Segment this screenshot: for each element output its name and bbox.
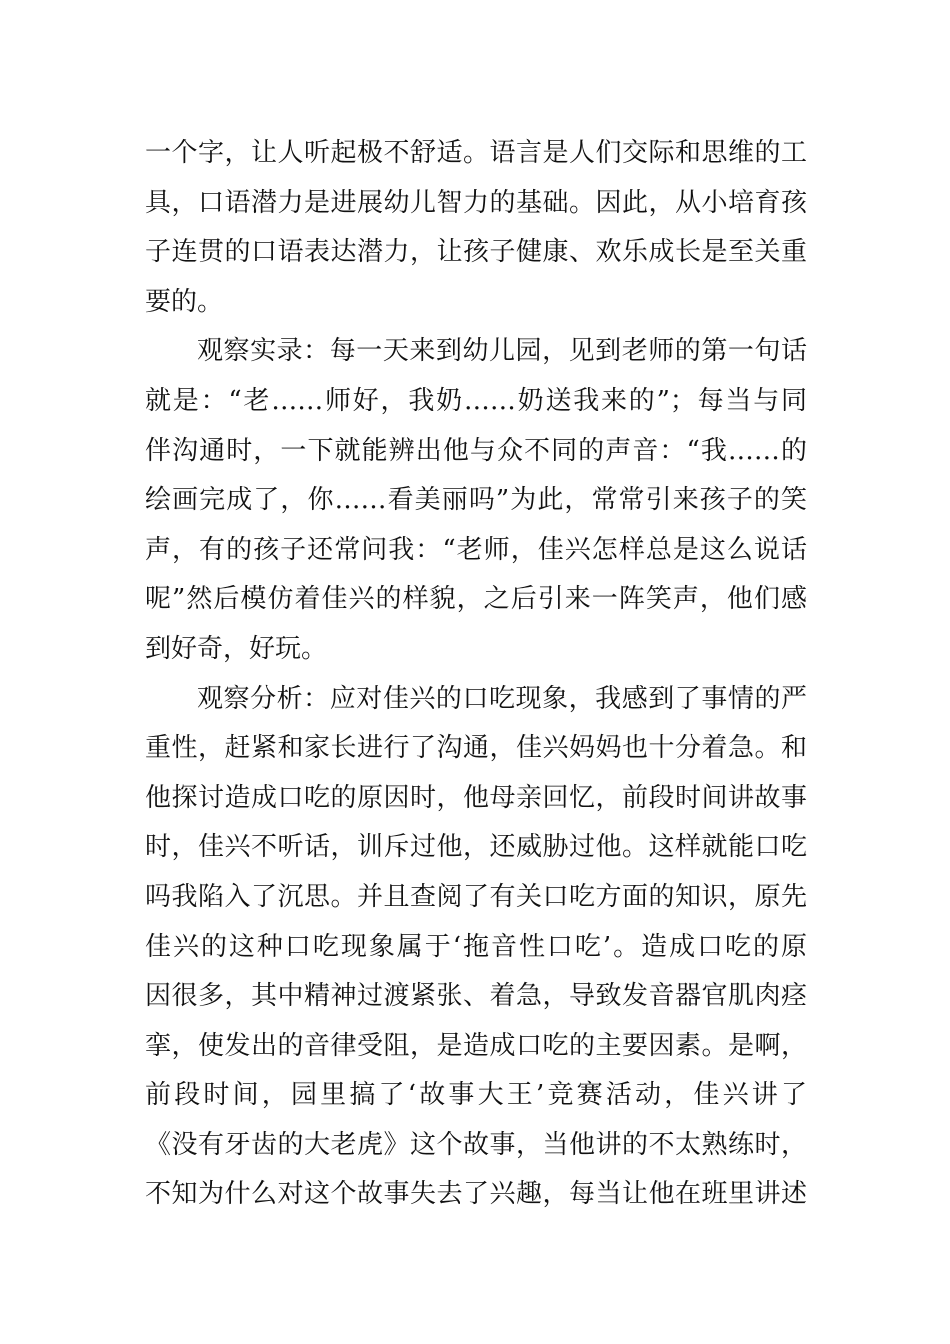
text-line: 时，佳兴不听话，训斥过他，还威胁过他。这样就能口吃 bbox=[145, 832, 807, 863]
text-line: 要的。 bbox=[145, 286, 224, 317]
text-line: 《没有牙齿的大老虎》这个故事，当他讲的不太熟练时， bbox=[145, 1129, 807, 1160]
text-line: 伴沟通时，一下就能辨出他与众不同的声音：“我……的 bbox=[145, 435, 807, 466]
text-line: 观察实录：每一天来到幼儿园，见到老师的第一句话 bbox=[197, 336, 807, 367]
text-line: 声，有的孩子还常问我：“老师，佳兴怎样总是这么说话 bbox=[145, 534, 807, 565]
text-line: 不知为什么对这个故事失去了兴趣，每当让他在班里讲述 bbox=[145, 1179, 807, 1210]
text-line: 一个字，让人听起极不舒适。语言是人们交际和思维的工 bbox=[145, 138, 807, 168]
text-line: 挛，使发出的音律受阻，是造成口吃的主要因素。是啊， bbox=[145, 1030, 807, 1061]
text-line: 前段时间，园里搞了‘故事大王’竞赛活动，佳兴讲了 bbox=[145, 1080, 807, 1111]
body-text bbox=[145, 129, 807, 1220]
text-line: 他探讨造成口吃的原因时，他母亲回忆，前段时间讲故事 bbox=[145, 782, 807, 813]
paragraph-observation-analysis bbox=[145, 675, 807, 1221]
paragraph-intro-continuation bbox=[145, 129, 807, 327]
text-line: 具，口语潜力是进展幼儿智力的基础。因此，从小培育孩 bbox=[145, 187, 807, 218]
text-line: 到好奇，好玩。 bbox=[145, 633, 328, 664]
text-line: 重性，赶紧和家长进行了沟通，佳兴妈妈也十分着急。和 bbox=[145, 733, 807, 764]
text-line: 绘画完成了，你……看美丽吗”为此，常常引来孩子的笑 bbox=[145, 485, 807, 516]
text-line: 观察分析：应对佳兴的口吃现象，我感到了事情的严 bbox=[197, 683, 807, 714]
text-line: 因很多，其中精神过渡紧张、着急，导致发音器官肌肉痉 bbox=[145, 981, 807, 1012]
text-line: 吗我陷入了沉思。并且查阅了有关口吃方面的知识，原先 bbox=[145, 881, 807, 912]
text-line: 就是：“老……师好，我奶……奶送我来的”；每当与同 bbox=[145, 385, 807, 416]
text-line: 呢”然后模仿着佳兴的样貌，之后引来一阵笑声，他们感 bbox=[145, 584, 807, 615]
paragraph-observation-record bbox=[145, 327, 807, 674]
text-line: 子连贯的口语表达潜力，让孩子健康、欢乐成长是至关重 bbox=[145, 237, 807, 268]
text-line: 佳兴的这种口吃现象属于‘拖音性口吃’。造成口吃的原 bbox=[145, 931, 807, 962]
